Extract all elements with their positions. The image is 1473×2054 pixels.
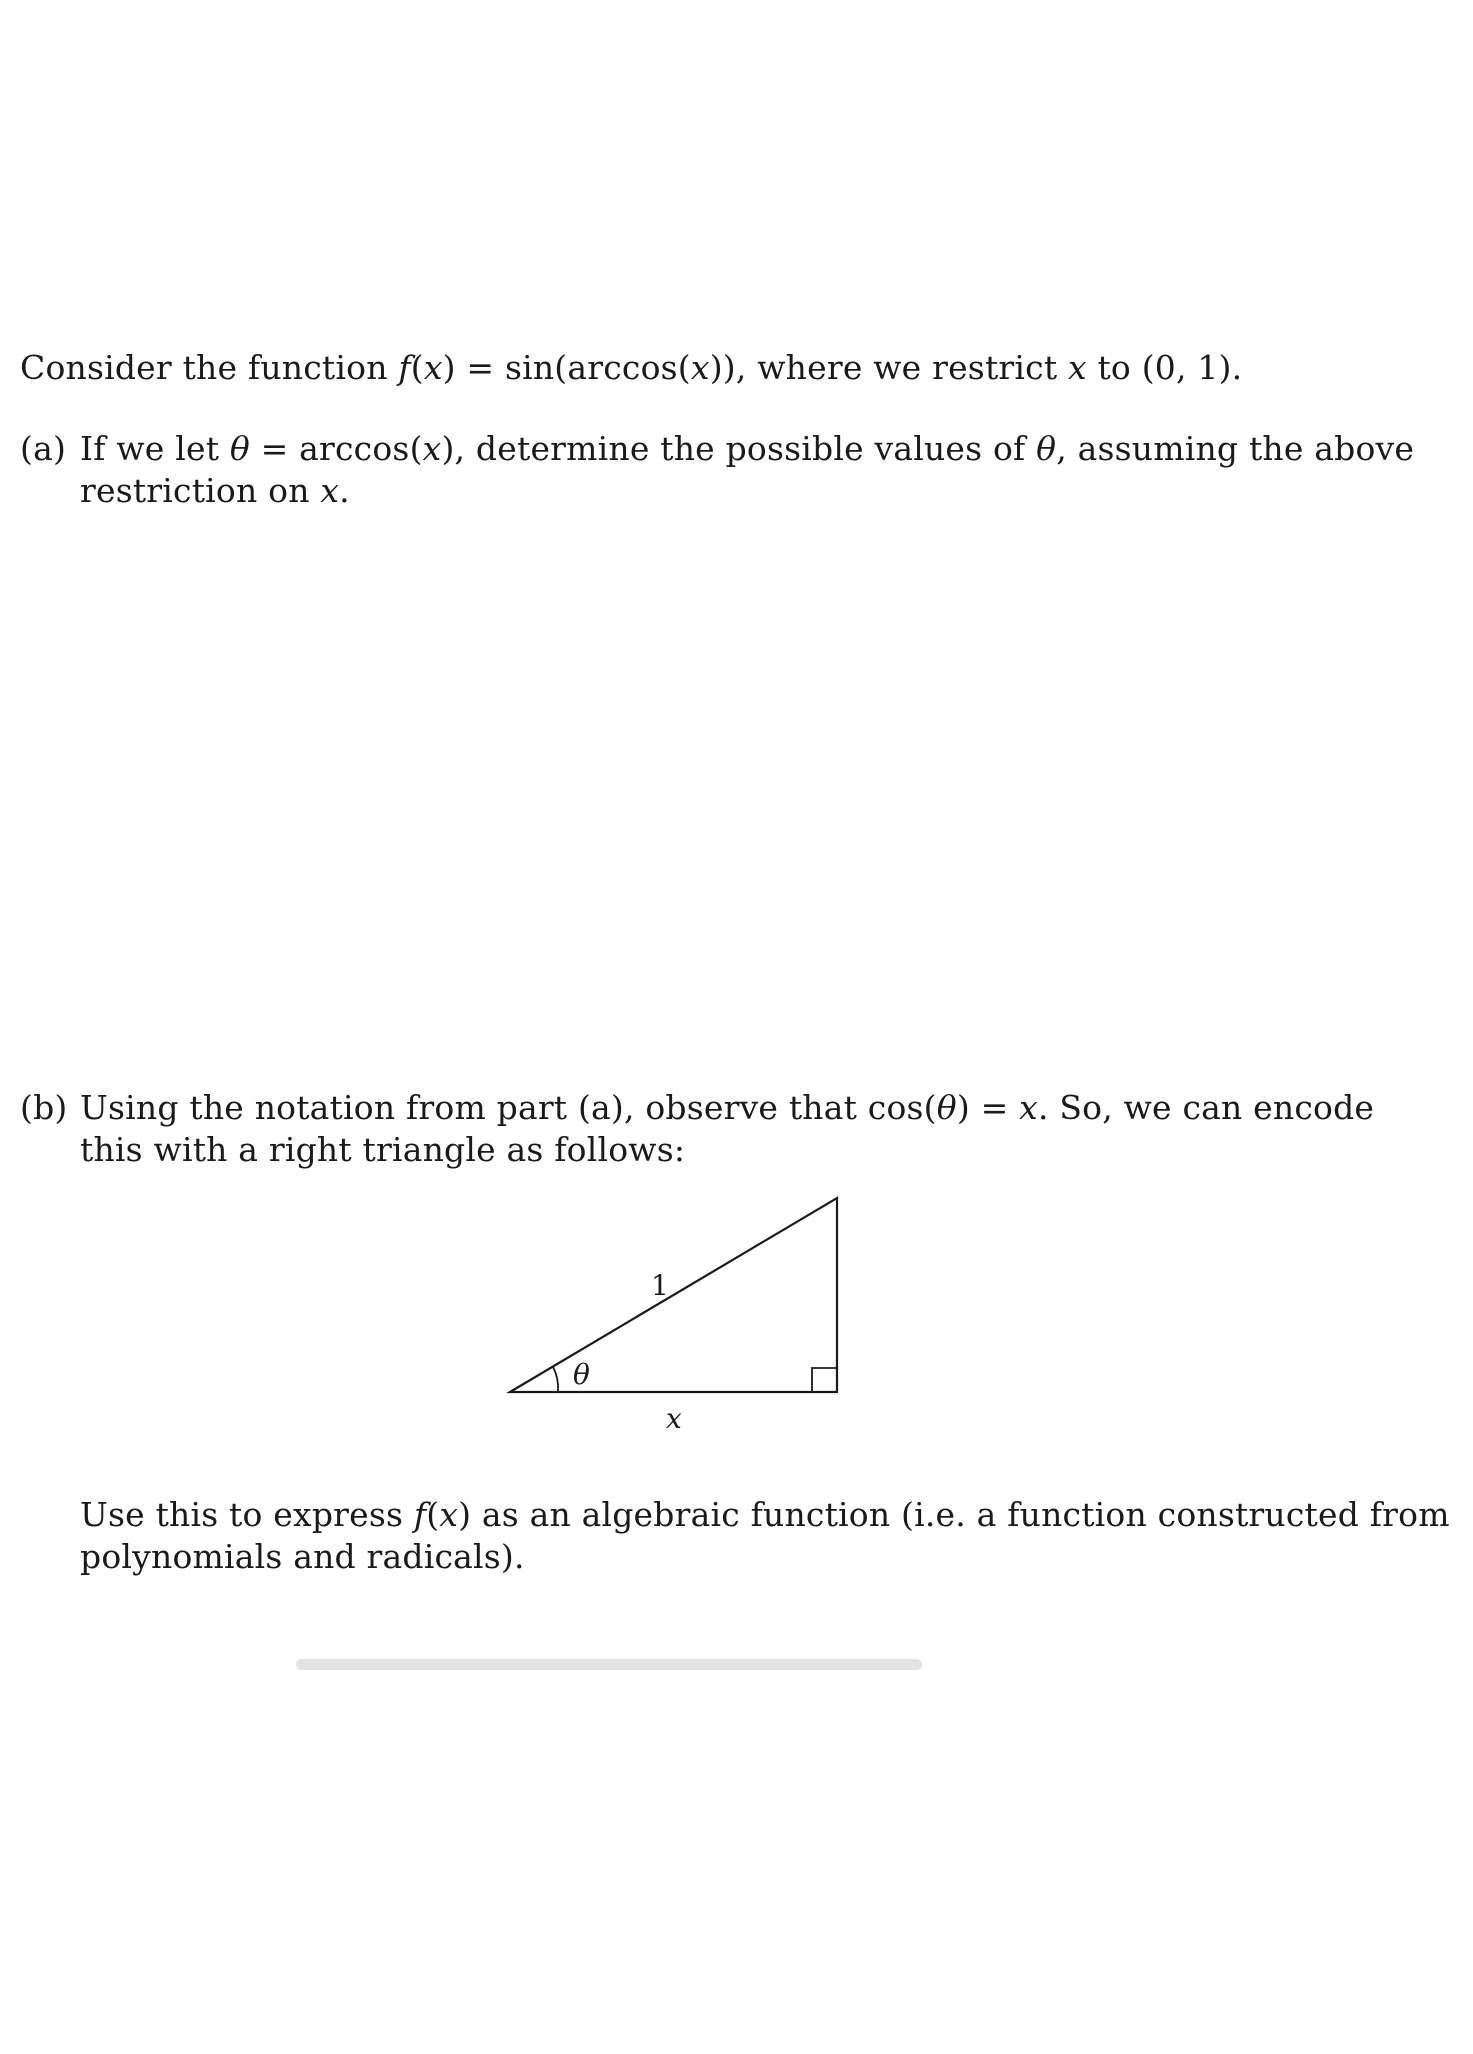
angle-arc — [553, 1367, 558, 1392]
part-a-text-line-1: If we let θ = arccos(x), determine the possible values of θ, assuming the above — [80, 429, 1415, 468]
horizontal-scrollbar[interactable] — [296, 1659, 922, 1670]
part-b-text-line-1: Using the notation from part (a), observe that cos(θ) = x. So, we can encode — [80, 1088, 1375, 1127]
hypotenuse-label: 1 — [651, 1269, 669, 1302]
instruction-line-1: Use this to express f(x) as an algebraic function (i.e. a function constructed from — [80, 1495, 1450, 1534]
right-triangle-diagram — [500, 1180, 860, 1440]
part-a-label: (a) — [20, 429, 67, 468]
base-label: x — [666, 1402, 682, 1435]
right-angle-marker — [812, 1368, 837, 1392]
instruction-line-2: polynomials and radicals). — [80, 1537, 525, 1576]
triangle-shape — [510, 1198, 837, 1392]
part-a-text-line-2: restriction on x. — [80, 471, 350, 510]
part-b-text-line-2: this with a right triangle as follows: — [80, 1130, 686, 1169]
problem-intro: Consider the function f(x) = sin(arccos(x)), where we restrict x to (0, 1). — [20, 348, 1243, 387]
part-b-label: (b) — [20, 1088, 68, 1127]
angle-label: θ — [573, 1358, 590, 1391]
